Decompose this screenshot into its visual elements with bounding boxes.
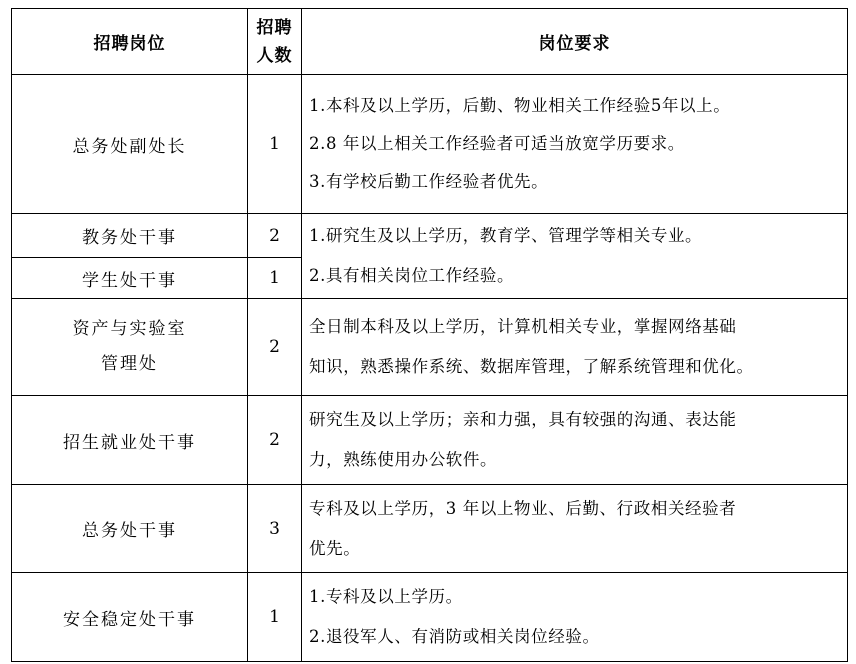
table-row — [12, 573, 848, 662]
requirement-line: 1.研究生及以上学历，教育学、管理学等相关专业。 — [309, 226, 703, 245]
position-cell: 教务处干事 — [12, 214, 248, 258]
count-cell: 1 — [248, 573, 302, 662]
header-position: 招聘岗位 — [12, 9, 248, 75]
requirement-line: 全日制本科及以上学历，计算机相关专业，掌握网络基础 — [309, 317, 737, 336]
table-row — [12, 75, 848, 214]
requirement-line: 2.退役军人、有消防或相关岗位经验。 — [309, 627, 600, 646]
requirements-cell — [302, 485, 848, 573]
table-row — [12, 396, 848, 485]
header-count — [248, 9, 302, 75]
requirement-line: 力，熟练使用办公软件。 — [309, 450, 498, 469]
position-cell: 总务处干事 — [12, 485, 248, 573]
count-cell: 2 — [248, 299, 302, 396]
requirement-line: 研究生及以上学历；亲和力强，具有较强的沟通、表达能 — [309, 410, 737, 429]
position-cell — [12, 299, 248, 396]
table-row — [12, 214, 848, 258]
table-row — [12, 485, 848, 573]
count-cell: 1 — [248, 75, 302, 214]
position-cell: 安全稳定处干事 — [12, 573, 248, 662]
position-line: 管理处 — [101, 354, 158, 374]
position-cell: 学生处干事 — [12, 258, 248, 299]
requirement-line: 优先。 — [309, 538, 361, 558]
requirements-cell — [302, 573, 848, 662]
count-cell: 1 — [248, 258, 302, 299]
requirements-cell — [302, 75, 848, 214]
requirement-line: 1.专科及以上学历。 — [309, 587, 463, 606]
count-cell: 3 — [248, 485, 302, 573]
requirement-line: 3.有学校后勤工作经验者优先。 — [309, 172, 549, 191]
count-cell: 2 — [248, 214, 302, 258]
requirement-line: 专科及以上学历，3 年以上物业、后勤、行政相关经验者 — [309, 498, 737, 518]
table-row — [12, 299, 848, 396]
requirement-line: 2.具有相关岗位工作经验。 — [309, 266, 515, 285]
position-cell: 招生就业处干事 — [12, 396, 248, 485]
requirement-line: 2.8 年以上相关工作经验者可适当放宽学历要求。 — [309, 134, 685, 153]
requirement-line: 1.本科及以上学历，后勤、物业相关工作经验5年以上。 — [309, 96, 731, 115]
requirements-cell — [302, 299, 848, 396]
position-line: 资产与实验室 — [72, 319, 187, 339]
header-row — [12, 9, 848, 75]
requirement-line: 知识，熟悉操作系统、数据库管理，了解系统管理和优化。 — [309, 357, 754, 376]
position-cell: 总务处副处长 — [12, 75, 248, 214]
count-cell: 2 — [248, 396, 302, 485]
requirements-cell — [302, 396, 848, 485]
recruitment-table — [11, 8, 848, 662]
header-count-text: 招聘人数 — [256, 17, 293, 66]
requirements-cell — [302, 214, 848, 299]
header-requirements: 岗位要求 — [302, 9, 848, 75]
